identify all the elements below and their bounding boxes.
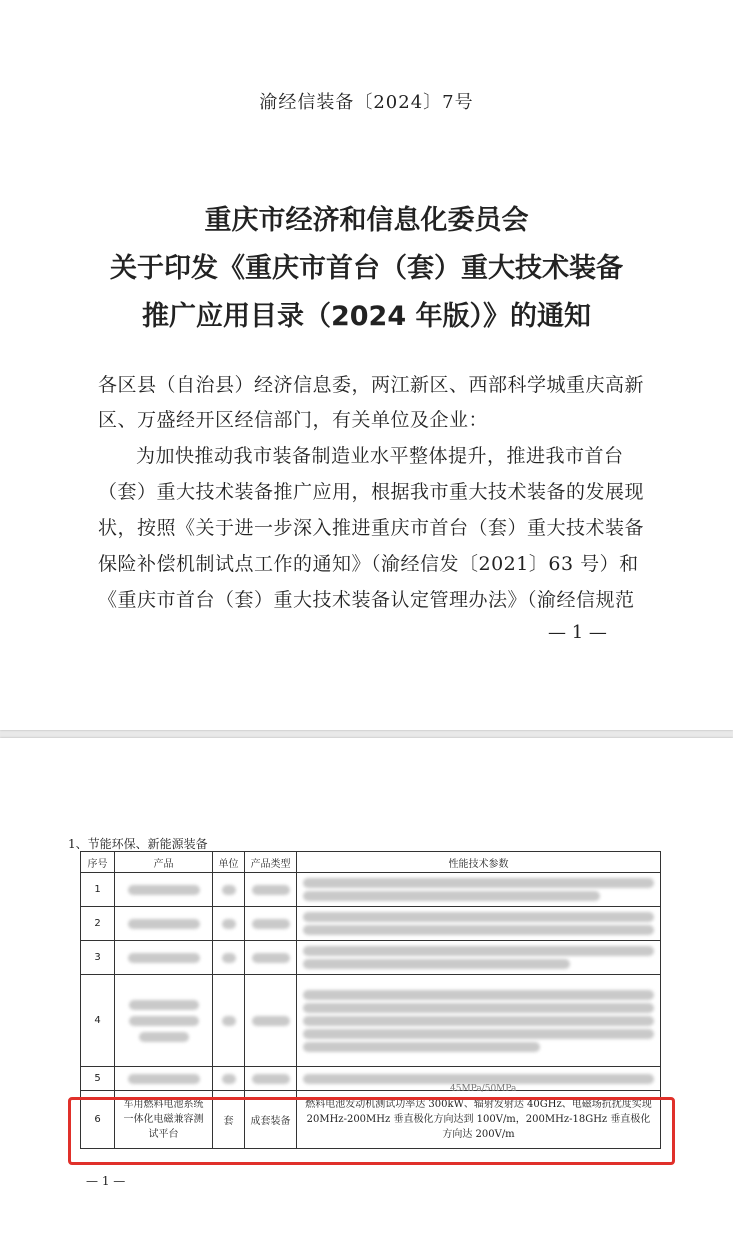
body-line: 各区县（自治县）经济信息委，两江新区、西部科学城重庆高新: [98, 374, 645, 396]
header-type: 产品类型: [245, 852, 297, 873]
redacted-cell: [245, 1067, 297, 1091]
redacted-cell: [297, 907, 661, 941]
redacted-cell: [245, 907, 297, 941]
body-line: 区、万盛经开区经信部门，有关单位及企业：: [98, 409, 489, 431]
title-line-3: 推广应用目录（2024 年版）》的通知: [141, 301, 592, 332]
page-number: — 1 —: [86, 1174, 126, 1188]
redacted-cell: [213, 941, 245, 975]
body-line: （套）重大技术装备推广应用，根据我市重大技术装备的发展现: [98, 481, 645, 503]
header-unit: 单位: [213, 852, 245, 873]
header-index: 序号: [81, 852, 115, 873]
highlight-box: [68, 1097, 675, 1165]
redacted-cell: [245, 873, 297, 907]
redacted-cell: [297, 941, 661, 975]
overflow-text: 45MPa/50MPa: [450, 1084, 517, 1094]
redacted-cell: [115, 873, 213, 907]
table-row: [81, 975, 661, 1067]
redacted-cell: [115, 1067, 213, 1091]
type-cell: 成套装备: [245, 1091, 297, 1149]
page-number: — 1 —: [548, 622, 607, 643]
title-line-1: 重庆市经济和信息化委员会: [204, 205, 529, 236]
table-row: [81, 873, 661, 907]
body-line: 状，按照《关于进一步深入推进重庆市首台（套）重大技术装备: [98, 517, 645, 539]
row-index: 4: [81, 975, 115, 1067]
document-page-2: [0, 738, 733, 1257]
body-line: 为加快推动我市装备制造业水平整体提升，推进我市首台: [136, 445, 624, 467]
table-row: [81, 941, 661, 975]
body-line: 保险补偿机制试点工作的通知》（渝经信发〔2021〕63 号）和: [98, 553, 639, 575]
params-cell: 燃料电池发动机测试功率达 300kW、辐射发射达 40GHz、电磁场抗扰度实现 20MHz-200MHz 垂直极化方向达到 100V/m，200MHz-18GHz 垂直极化方向达 200V/m: [297, 1091, 661, 1149]
title-line-2: 关于印发《重庆市首台（套）重大技术装备: [110, 253, 623, 284]
document-number: 渝经信装备〔2024〕7号: [259, 92, 474, 113]
redacted-cell: [115, 907, 213, 941]
redacted-cell: [213, 907, 245, 941]
redacted-cell: [297, 975, 661, 1067]
section-title: 1、节能环保、新能源装备: [68, 837, 208, 851]
redacted-cell: [213, 873, 245, 907]
header-product: 产品: [115, 852, 213, 873]
header-params: 性能技术参数: [297, 852, 661, 873]
table-header-row: [81, 852, 661, 873]
redacted-cell: [245, 975, 297, 1067]
body-line: 《重庆市首台（套）重大技术装备认定管理办法》（渝经信规范: [98, 589, 635, 611]
unit-cell: 套: [213, 1091, 245, 1149]
row-index: 6: [81, 1091, 115, 1149]
redacted-cell: [213, 1067, 245, 1091]
redacted-cell: [245, 941, 297, 975]
table-row: [81, 907, 661, 941]
row-index: 1: [81, 873, 115, 907]
product-name: 车用燃料电池系统一体化电磁兼容测试平台: [115, 1091, 213, 1149]
row-index: 5: [81, 1067, 115, 1091]
row-index: 3: [81, 941, 115, 975]
redacted-cell: [115, 941, 213, 975]
table-row: [81, 1067, 661, 1091]
redacted-cell: [213, 975, 245, 1067]
row-index: 2: [81, 907, 115, 941]
redacted-cell: [115, 975, 213, 1067]
redacted-cell: [297, 873, 661, 907]
